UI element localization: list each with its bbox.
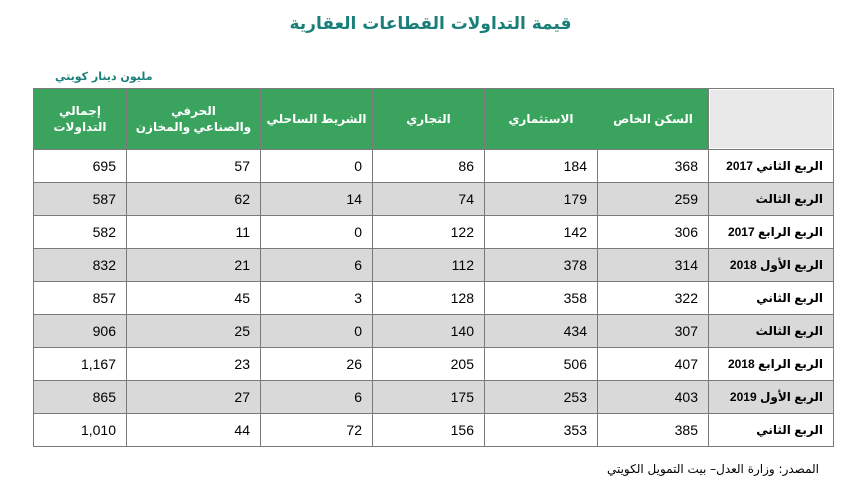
table-row: [34, 183, 834, 216]
table-row: [34, 216, 834, 249]
cell-crafts: 21: [127, 249, 261, 282]
cell-coastal: 0: [261, 315, 373, 348]
cell-investment: 142: [485, 216, 598, 249]
cell-commercial: 74: [373, 183, 485, 216]
cell-total: 587: [34, 183, 127, 216]
header-crafts-line1: الحرفي: [171, 104, 216, 118]
cell-commercial: 205: [373, 348, 485, 381]
cell-commercial: 156: [373, 414, 485, 447]
cell-total: 865: [34, 381, 127, 414]
cell-private: 314: [598, 249, 709, 282]
cell-investment: 253: [485, 381, 598, 414]
cell-coastal: 14: [261, 183, 373, 216]
cell-crafts: 44: [127, 414, 261, 447]
cell-private: 259: [598, 183, 709, 216]
cell-commercial: 128: [373, 282, 485, 315]
cell-private: 368: [598, 150, 709, 183]
header-private: السكن الخاص: [598, 89, 709, 150]
cell-private: 322: [598, 282, 709, 315]
row-label: الربع الثالث: [709, 183, 834, 216]
cell-investment: 179: [485, 183, 598, 216]
header-total: [34, 89, 127, 150]
cell-crafts: 45: [127, 282, 261, 315]
cell-total: 906: [34, 315, 127, 348]
header-investment: الاستثماري: [485, 89, 598, 150]
table-row: [34, 315, 834, 348]
cell-coastal: 6: [261, 249, 373, 282]
cell-coastal: 0: [261, 150, 373, 183]
cell-commercial: 86: [373, 150, 485, 183]
cell-investment: 434: [485, 315, 598, 348]
cell-crafts: 11: [127, 216, 261, 249]
source-note: المصدر: وزارة العدل– بيت التمويل الكويتي: [606, 462, 819, 476]
cell-private: 306: [598, 216, 709, 249]
cell-commercial: 140: [373, 315, 485, 348]
cell-private: 403: [598, 381, 709, 414]
table-row: [34, 282, 834, 315]
table-title: قيمة التداولات القطاعات العقارية: [289, 14, 572, 34]
header-total-line1: إجمالي: [59, 104, 101, 118]
cell-coastal: 3: [261, 282, 373, 315]
cell-private: 385: [598, 414, 709, 447]
cell-total: 832: [34, 249, 127, 282]
cell-total: 695: [34, 150, 127, 183]
row-label: الربع الرابع 2017: [709, 216, 834, 249]
cell-total: 1,010: [34, 414, 127, 447]
cell-private: 307: [598, 315, 709, 348]
table-row: [34, 249, 834, 282]
cell-coastal: 6: [261, 381, 373, 414]
row-label: الربع الأول 2019: [709, 381, 834, 414]
trading-table: [33, 88, 834, 447]
table-row: [34, 348, 834, 381]
row-label: الربع الثاني: [709, 414, 834, 447]
table-row: [34, 414, 834, 447]
cell-investment: 184: [485, 150, 598, 183]
cell-crafts: 27: [127, 381, 261, 414]
cell-investment: 353: [485, 414, 598, 447]
unit-label: مليون دينار كويتي: [55, 70, 153, 83]
header-commercial: التجاري: [373, 89, 485, 150]
row-label: الربع الثاني: [709, 282, 834, 315]
table-row: [34, 150, 834, 183]
cell-investment: 378: [485, 249, 598, 282]
cell-investment: 358: [485, 282, 598, 315]
header-corner: [709, 89, 834, 150]
cell-crafts: 23: [127, 348, 261, 381]
cell-crafts: 25: [127, 315, 261, 348]
cell-total: 582: [34, 216, 127, 249]
row-label: الربع الرابع 2018: [709, 348, 834, 381]
row-label: الربع الثاني 2017: [709, 150, 834, 183]
cell-commercial: 112: [373, 249, 485, 282]
header-total-line2: التداولات: [53, 120, 107, 134]
cell-total: 857: [34, 282, 127, 315]
cell-crafts: 62: [127, 183, 261, 216]
cell-investment: 506: [485, 348, 598, 381]
cell-total: 1,167: [34, 348, 127, 381]
row-label: الربع الثالث: [709, 315, 834, 348]
row-label: الربع الأول 2018: [709, 249, 834, 282]
cell-coastal: 0: [261, 216, 373, 249]
table-row: [34, 381, 834, 414]
cell-crafts: 57: [127, 150, 261, 183]
header-crafts-line2: والصناعي والمخازن: [135, 120, 252, 134]
header-row: [34, 89, 834, 150]
cell-commercial: 175: [373, 381, 485, 414]
cell-coastal: 72: [261, 414, 373, 447]
header-coastal: الشريط الساحلي: [261, 89, 373, 150]
header-crafts: [127, 89, 261, 150]
cell-private: 407: [598, 348, 709, 381]
cell-coastal: 26: [261, 348, 373, 381]
cell-commercial: 122: [373, 216, 485, 249]
